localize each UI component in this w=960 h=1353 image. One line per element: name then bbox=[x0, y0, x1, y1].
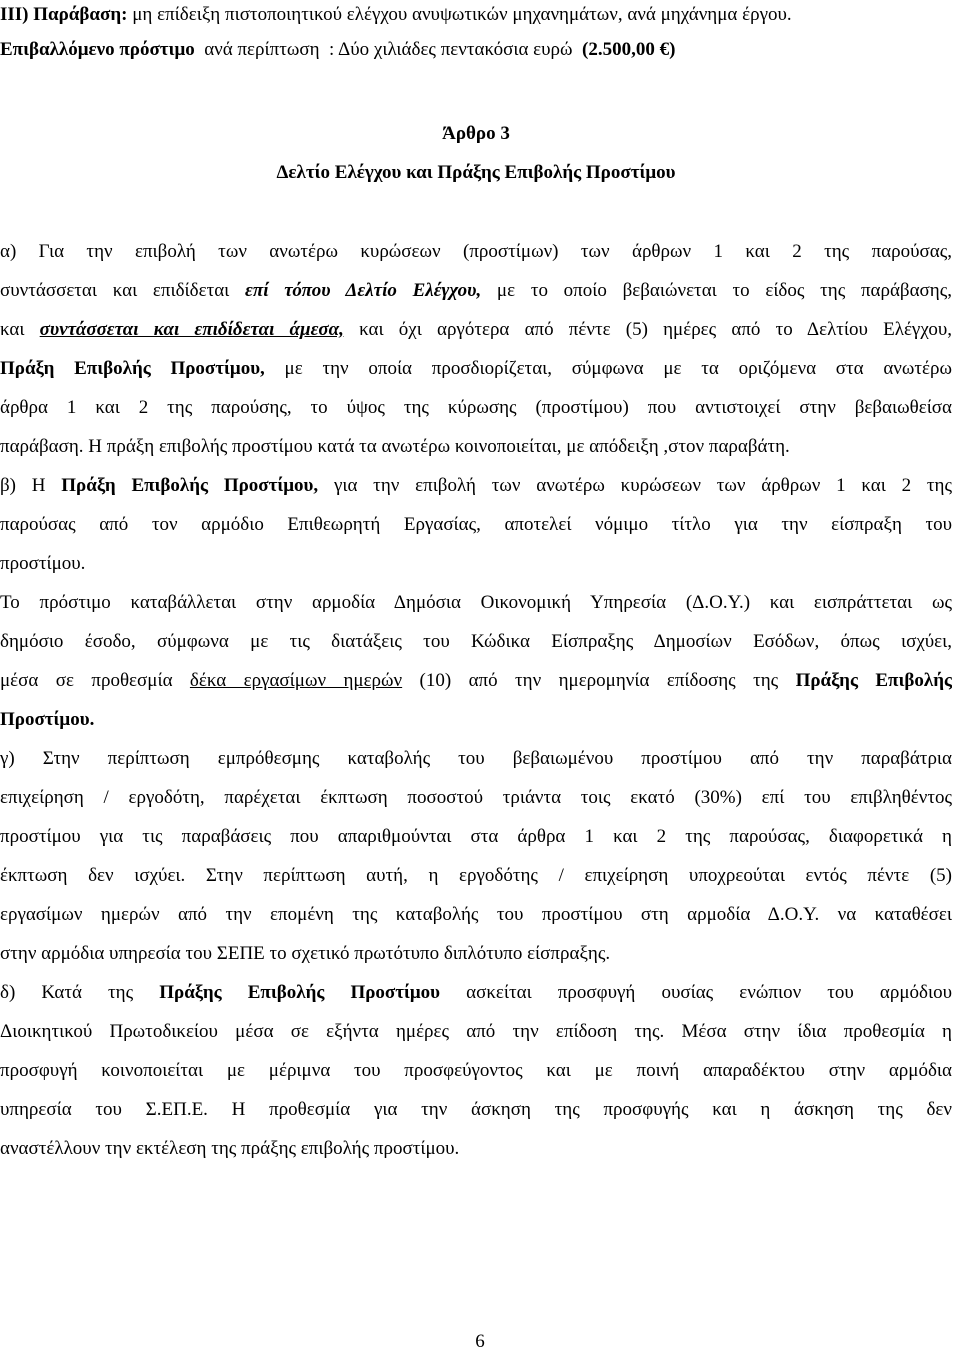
paragraph-text: προστίμου για τις παραβάσεις που απαριθμούνται στα άρθρα 1 και 2 της παρούσας, διαφορετικά η bbox=[0, 826, 952, 847]
article-body bbox=[0, 232, 952, 1168]
paragraph-d-line bbox=[0, 1012, 952, 1051]
paragraph-payment bbox=[0, 583, 952, 739]
paragraph-text: προσφυγή κοινοποιείται με μέριμνα του προσφεύγοντος και με ποινή απαραδέκτου στην αρμόδια bbox=[0, 1060, 952, 1081]
paragraph-text: για την επιβολή των ανωτέρω κυρώσεων των άρθρων 1 και 2 της bbox=[318, 475, 952, 496]
paragraph-c bbox=[0, 739, 952, 973]
paragraph-d-line bbox=[0, 1090, 952, 1129]
emphasis-fine-act: Προστίμου. bbox=[0, 709, 95, 730]
paragraph-text: και bbox=[0, 319, 40, 340]
article-heading bbox=[0, 114, 952, 192]
paragraph-text: (10) από την ημερομηνία επίδοσης της bbox=[402, 670, 796, 691]
paragraph-text: εργασίμων ημερών από την επομένη της καταβολής του προστίμου στη αρμοδία Δ.Ο.Υ. να καταθέσει bbox=[0, 904, 952, 925]
paragraph-a-line bbox=[0, 271, 952, 310]
paragraph-text: δ) Κατά της bbox=[0, 982, 160, 1003]
violation-notice bbox=[0, 0, 952, 70]
paragraph-b bbox=[0, 466, 952, 583]
paragraph-a bbox=[0, 232, 952, 466]
paragraph-text: αναστέλλουν την εκτέλεση της πράξης επιβολής προστίμου. bbox=[0, 1138, 460, 1159]
paragraph-payment-line bbox=[0, 622, 952, 661]
paragraph-b-line bbox=[0, 505, 952, 544]
paragraph-a-line bbox=[0, 349, 952, 388]
paragraph-d bbox=[0, 973, 952, 1168]
paragraph-text: με το οποίο βεβαιώνεται το είδος της παράβασης, bbox=[481, 280, 952, 301]
emphasis-on-site-check-report: επί τόπου Δελτίο Ελέγχου, bbox=[245, 280, 482, 301]
emphasis-fine-act: Πράξης Επιβολής bbox=[795, 670, 952, 691]
paragraph-text: γ) Στην περίπτωση εμπρόθεσμης καταβολής του βεβαιωμένου προστίμου από την παραβάτρια bbox=[0, 748, 952, 769]
paragraph-text: ασκείται προσφυγή ουσίας ενώπιον του αρμόδιου bbox=[440, 982, 952, 1003]
paragraph-a-line bbox=[0, 310, 952, 349]
paragraph-c-line bbox=[0, 778, 952, 817]
paragraph-text: συντάσσεται και επιδίδεται bbox=[0, 280, 246, 301]
paragraph-text: και όχι αργότερα από πέντε (5) ημέρες από το Δελτίου Ελέγχου, bbox=[343, 319, 952, 340]
paragraph-d-line bbox=[0, 973, 952, 1012]
paragraph-payment-line bbox=[0, 583, 952, 622]
paragraph-d-line bbox=[0, 1129, 952, 1168]
fine-amount: (2.500,00 €) bbox=[582, 39, 676, 60]
emphasis-immediate-issue: συντάσσεται και επιδίδεται άμεσα, bbox=[39, 319, 344, 340]
paragraph-text: δημόσιο έσοδο, σύμφωνα με τις διατάξεις του Κώδικα Είσπραξης Δημοσίων Εσόδων, όπως ισχύει, bbox=[0, 631, 952, 652]
paragraph-a-line bbox=[0, 388, 952, 427]
paragraph-c-line bbox=[0, 856, 952, 895]
paragraph-c-line bbox=[0, 895, 952, 934]
paragraph-text: παράβαση. Η πράξη επιβολής προστίμου κατά τα ανωτέρω κοινοποιείται, με απόδειξη ,στον παραβάτη. bbox=[0, 436, 790, 457]
paragraph-c-line bbox=[0, 739, 952, 778]
fine-label: Επιβαλλόμενο πρόστιμο bbox=[0, 39, 195, 60]
paragraph-c-line bbox=[0, 817, 952, 856]
paragraph-text: υπηρεσία του Σ.ΕΠ.Ε. Η προθεσμία για την άσκηση της προσφυγής και η άσκηση της δεν bbox=[0, 1099, 952, 1120]
paragraph-text: προστίμου. bbox=[0, 553, 86, 574]
fine-line bbox=[0, 30, 952, 70]
fine-text: ανά περίπτωση : Δύο χιλιάδες πεντακόσια ευρώ bbox=[194, 39, 583, 60]
paragraph-text: στην αρμόδια υπηρεσία του ΣΕΠΕ το σχετικό πρωτότυπο διπλότυπο είσπραξης. bbox=[0, 943, 611, 964]
paragraph-b-line bbox=[0, 544, 952, 583]
violation-label: ΙΙΙ) Παράβαση: bbox=[0, 4, 128, 25]
article-title: Δελτίο Ελέγχου και Πράξης Επιβολής Προστίμου bbox=[276, 162, 676, 183]
paragraph-text: Διοικητικού Πρωτοδικείου μέσα σε εξήντα ημέρες από την επίδοση της. Μέσα στην ίδια προθεσμία η bbox=[0, 1021, 952, 1042]
paragraph-d-line bbox=[0, 1051, 952, 1090]
article-number: Άρθρο 3 bbox=[442, 123, 510, 144]
paragraph-text: α) Για την επιβολή των ανωτέρω κυρώσεων (προστίμων) των άρθρων 1 και 2 της παρούσας, bbox=[0, 241, 952, 262]
violation-line bbox=[0, 0, 952, 30]
page-number: 6 bbox=[475, 1331, 485, 1352]
paragraph-payment-line bbox=[0, 700, 952, 739]
emphasis-fine-act: Πράξη Επιβολής Προστίμου, bbox=[0, 358, 265, 379]
paragraph-text: άρθρα 1 και 2 της παρούσης, το ύψος της κύρωσης (προστίμου) που αντιστοιχεί στην βεβαιωθείσα bbox=[0, 397, 952, 418]
paragraph-text: Το πρόστιμο καταβάλλεται στην αρμοδία Δημόσια Οικονομική Υπηρεσία (Δ.Ο.Υ.) και εισπράττεται ως bbox=[0, 592, 952, 613]
paragraph-text: παρούσας από τον αρμόδιο Επιθεωρητή Εργασίας, αποτελεί νόμιμο τίτλο για την είσπραξη του bbox=[0, 514, 952, 535]
paragraph-b-line bbox=[0, 466, 952, 505]
paragraph-text: με την οποία προσδιορίζεται, σύμφωνα με τα οριζόμενα στα ανωτέρω bbox=[264, 358, 952, 379]
paragraph-a-line bbox=[0, 232, 952, 271]
emphasis-fine-act: Πράξη Επιβολής Προστίμου, bbox=[61, 475, 319, 496]
paragraph-c-line bbox=[0, 934, 952, 973]
underlined-deadline: δέκα εργασίμων ημερών bbox=[189, 670, 403, 691]
emphasis-fine-act: Πράξης Επιβολής Προστίμου bbox=[159, 982, 441, 1003]
paragraph-text: επιχείρηση / εργοδότη, παρέχεται έκπτωση ποσοστού τριάντα τοις εκατό (30%) επί του επιβληθέντος bbox=[0, 787, 952, 808]
paragraph-payment-line bbox=[0, 661, 952, 700]
paragraph-text: μέσα σε προθεσμία bbox=[0, 670, 190, 691]
violation-text: μη επίδειξη πιστοποιητικού ελέγχου ανυψωτικών μηχανημάτων, ανά μηχάνημα έργου. bbox=[127, 4, 792, 25]
paragraph-a-line bbox=[0, 427, 952, 466]
paragraph-text: έκπτωση δεν ισχύει. Στην περίπτωση αυτή, η εργοδότης / επιχείρηση υποχρεούται εντός πέντε (5) bbox=[0, 865, 952, 886]
paragraph-text: β) Η bbox=[0, 475, 62, 496]
